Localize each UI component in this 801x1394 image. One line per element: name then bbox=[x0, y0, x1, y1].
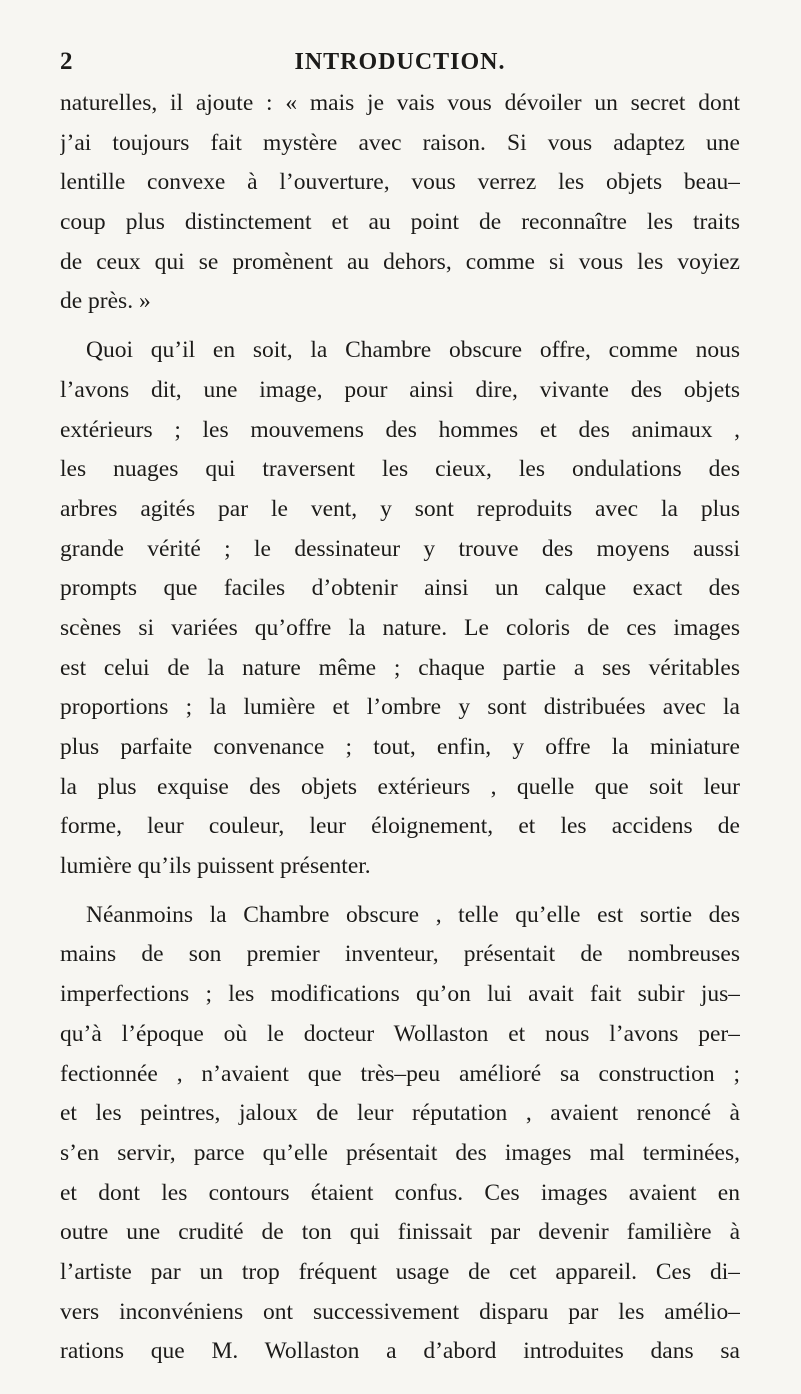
text-line: est celui de la nature même ; chaque partie a ses véritables bbox=[60, 654, 740, 681]
text-line: vers inconvéniens ont successivement disparu par les amélio– bbox=[60, 1298, 740, 1325]
text-line: grande vérité ; le dessinateur y trouve des moyens aussi bbox=[60, 535, 740, 562]
text-line: plus parfaite convenance ; tout, enfin, y offre la miniature bbox=[60, 734, 740, 760]
text-line: la plus exquise des objets extérieurs , quelle que soit leur bbox=[60, 773, 740, 800]
paragraph bbox=[60, 331, 740, 887]
text-line: imperfections ; les modifications qu’on lui avait fait subir jus– bbox=[60, 981, 740, 1008]
text-line: coup plus distinctement et au point de reconnaître les traits bbox=[60, 209, 740, 236]
text-line: l’artiste par un trop fréquent usage de cet appareil. Ces di– bbox=[60, 1258, 740, 1285]
running-head: INTRODUCTION. bbox=[294, 49, 506, 75]
text-line: proportions ; la lumière et l’ombre y sont distribuées avec la bbox=[60, 694, 740, 721]
text-line: outre une crudité de ton qui finissait par devenir familière à bbox=[60, 1219, 740, 1246]
text-line: prompts que faciles d’obtenir ainsi un calque exact des bbox=[60, 575, 740, 602]
text-line: naturelles, il ajoute : « mais je vais vous dévoiler un secret dont bbox=[60, 90, 740, 116]
text-line: lentille convexe à l’ouverture, vous verrez les objets beau– bbox=[60, 169, 740, 196]
text-line: et les peintres, jaloux de leur réputation , avaient renoncé à bbox=[60, 1100, 740, 1127]
text-line: j’ai toujours fait mystère avec raison. Si vous adaptez une bbox=[60, 129, 740, 156]
page-header bbox=[60, 44, 740, 80]
text-line: Quoi qu’il en soit, la Chambre obscure offre, comme nous bbox=[86, 337, 740, 364]
text-line: extérieurs ; les mouvemens des hommes et des animaux , bbox=[60, 416, 740, 443]
text-line: les nuages qui traversent les cieux, les ondulations des bbox=[60, 456, 740, 483]
text-line: l’avons dit, une image, pour ainsi dire, vivante des objets bbox=[60, 376, 740, 403]
text-line: et dont les contours étaient confus. Ces images avaient en bbox=[60, 1179, 740, 1206]
text-line: fectionnée , n’avaient que très–peu amélioré sa construction ; bbox=[60, 1060, 740, 1087]
paragraph-gap bbox=[60, 322, 740, 331]
text-line: s’en servir, parce qu’elle présentait des images mal terminées, bbox=[60, 1139, 740, 1166]
text-line: rations que M. Wollaston a d’abord introduites dans sa bbox=[60, 1338, 740, 1365]
body-text bbox=[60, 84, 740, 1372]
page-number: 2 bbox=[60, 48, 73, 75]
text-line: arbres agités par le vent, y sont reproduits avec la plus bbox=[60, 495, 740, 522]
text-line: scènes si variées qu’offre la nature. Le coloris de ces images bbox=[60, 614, 740, 641]
paragraph bbox=[60, 84, 740, 322]
paragraph bbox=[60, 896, 740, 1372]
paragraph-gap bbox=[60, 887, 740, 896]
text-line: lumière qu’ils puissent présenter. bbox=[60, 853, 371, 880]
text-line: de ceux qui se promènent au dehors, comme si vous les voyiez bbox=[60, 248, 740, 275]
text-line: de près. » bbox=[60, 288, 151, 315]
text-line: Néanmoins la Chambre obscure , telle qu’elle est sortie des bbox=[86, 901, 740, 928]
text-line: qu’à l’époque où le docteur Wollaston et nous l’avons per– bbox=[60, 1020, 740, 1047]
text-line: mains de son premier inventeur, présentait de nombreuses bbox=[60, 941, 740, 968]
text-line: forme, leur couleur, leur éloignement, et les accidens de bbox=[60, 813, 740, 840]
